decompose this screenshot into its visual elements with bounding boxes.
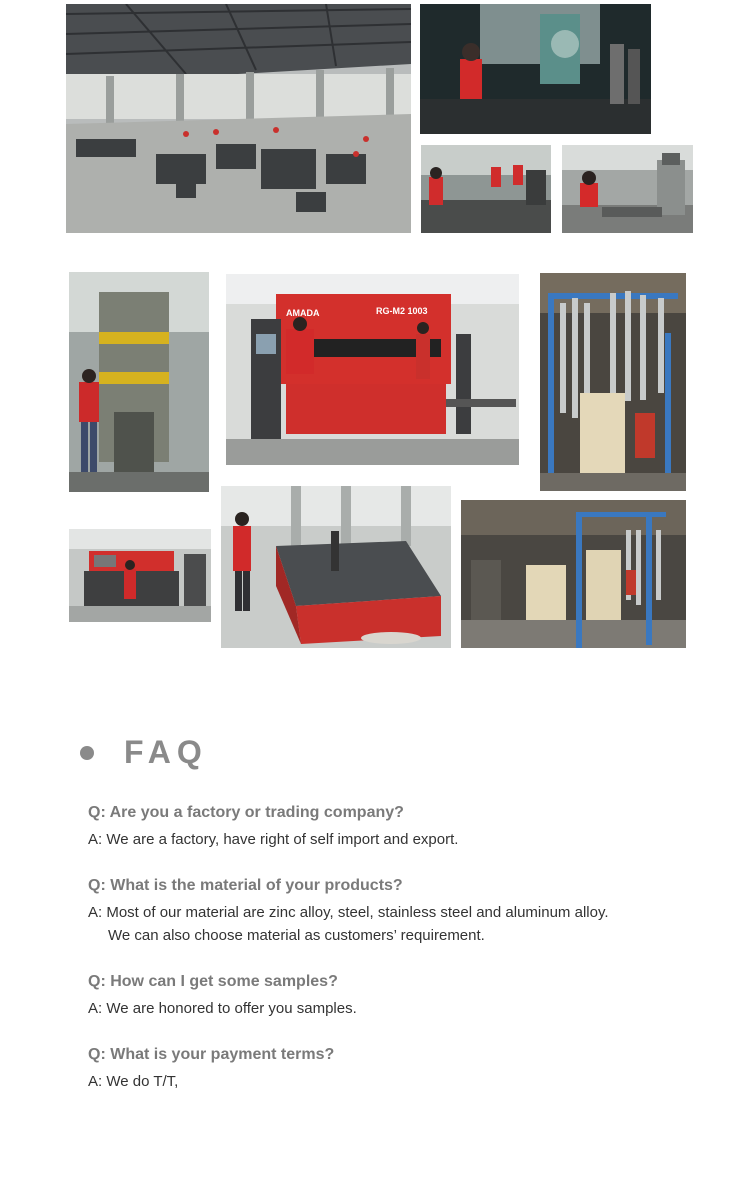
- faq-list: [88, 802, 708, 1117]
- faq-question: Q: What is the material of your products?: [88, 877, 403, 894]
- faq-title: FAQ: [124, 734, 208, 770]
- faq-question: Q: What is your payment terms?: [88, 1046, 335, 1063]
- faq-answer: A: We are honored to offer you samples.: [88, 1000, 357, 1017]
- faq-item: [88, 971, 708, 1020]
- machine-brand-label: AMADA: [286, 308, 320, 318]
- shearing-photo: [69, 529, 211, 622]
- laser-cutter-photo: [221, 486, 451, 648]
- machine-model-label: RG-M2 1003: [376, 306, 428, 316]
- press-machine-photo: [69, 272, 209, 492]
- faq-answer-continued: We can also choose material as customers’ requirement.: [108, 927, 485, 944]
- faq-question: Q: Are you a factory or trading company?: [88, 804, 404, 821]
- press-brake-photo: [226, 274, 519, 465]
- coating-line-photo: [540, 273, 686, 491]
- faq-item: [88, 875, 708, 947]
- spray-booth-photo: [461, 500, 686, 648]
- bullet-icon: [80, 746, 94, 760]
- faq-heading: [80, 734, 208, 771]
- faq-answer: A: Most of our material are zinc alloy, steel, stainless steel and aluminum alloy.: [88, 904, 609, 921]
- faq-item: [88, 1044, 708, 1093]
- faq-question: Q: How can I get some samples?: [88, 973, 338, 990]
- faq-answer: A: We do T/T,: [88, 1073, 179, 1090]
- factory-floor-photo: [66, 4, 411, 233]
- faq-answer: A: We are a factory, have right of self import and export.: [88, 831, 459, 848]
- welders-photo: [421, 145, 551, 233]
- polishing-photo: [562, 145, 693, 233]
- welding-photo: [420, 4, 651, 134]
- faq-item: [88, 802, 708, 851]
